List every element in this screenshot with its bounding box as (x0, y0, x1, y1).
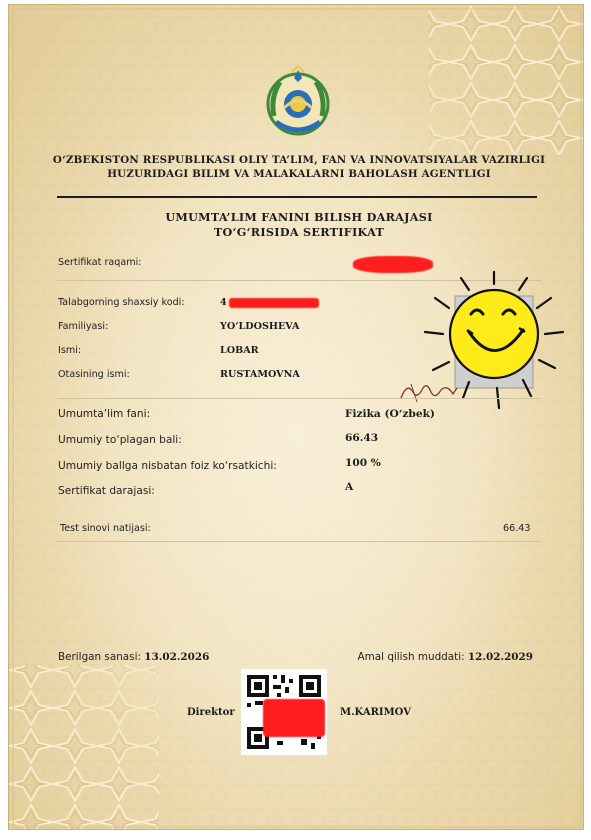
valid-until-label: Amal qilish muddati: (357, 651, 465, 663)
id-label: Talabgorning shaxsiy kodi: (58, 297, 185, 308)
director-label: Direktor (187, 707, 235, 718)
valid-until-row (358, 651, 533, 663)
name-label: Ismi: (58, 345, 82, 356)
level-label: Sertifikat darajasi: (58, 485, 155, 497)
signature-scribble-icon (397, 378, 461, 406)
score-value: 66.43 (345, 432, 379, 444)
section-divider (57, 541, 541, 542)
redaction-mark (263, 699, 325, 737)
header-divider (57, 196, 537, 198)
issued-date-row (58, 651, 209, 663)
patronymic-label: Otasining ismi: (58, 369, 130, 380)
percent-label: Umumiy ballga nisbatan foiz ko‘rsatkichi: (58, 460, 277, 472)
ministry-name-line1: O‘ZBEKISTON RESPUBLIKASI OLIY TA’LIM, FAN VA INNOVATSIYALAR VAZIRLIGI (52, 154, 546, 166)
subject-value: Fizika (O‘zbek) (345, 408, 435, 420)
certificate-number-label: Sertifikat raqami: (58, 257, 142, 268)
issued-date-value: 13.02.2026 (144, 651, 210, 663)
ministry-name-line2: HUZURIDAGI BILIM VA MALAKALARNI BAHOLASH AGENTLIGI (107, 168, 491, 180)
id-value: 4 (220, 297, 227, 308)
percent-value: 100 % (345, 457, 381, 469)
certificate-title-line1: UMUMTA’LIM FANINI BILISH DARAJASI (165, 210, 433, 224)
test-result-label: Test sinovi natijasi: (60, 523, 151, 534)
valid-until-value: 12.02.2029 (467, 651, 533, 663)
uzbekistan-state-emblem-icon (262, 64, 334, 142)
certificate-sheet (8, 4, 584, 830)
name-value: LOBAR (220, 345, 259, 356)
patronymic-value: RUSTAMOVNA (220, 369, 300, 380)
surname-value: YO‘LDOSHEVA (220, 321, 300, 332)
score-label: Umumiy to‘plagan bali: (58, 434, 182, 446)
section-divider (57, 398, 541, 399)
redaction-mark (229, 298, 319, 308)
surname-label: Familiyasi: (58, 321, 109, 332)
issued-date-label: Berilgan sanasi: (58, 651, 141, 663)
subject-label: Umumta’lim fani: (58, 408, 151, 420)
test-result-value: 66.43 (503, 523, 531, 534)
director-name: M.KARIMOV (340, 707, 411, 718)
certificate-title-line2: TO‘G‘RISIDA SERTIFIKAT (213, 225, 385, 239)
level-value: A (345, 481, 354, 493)
